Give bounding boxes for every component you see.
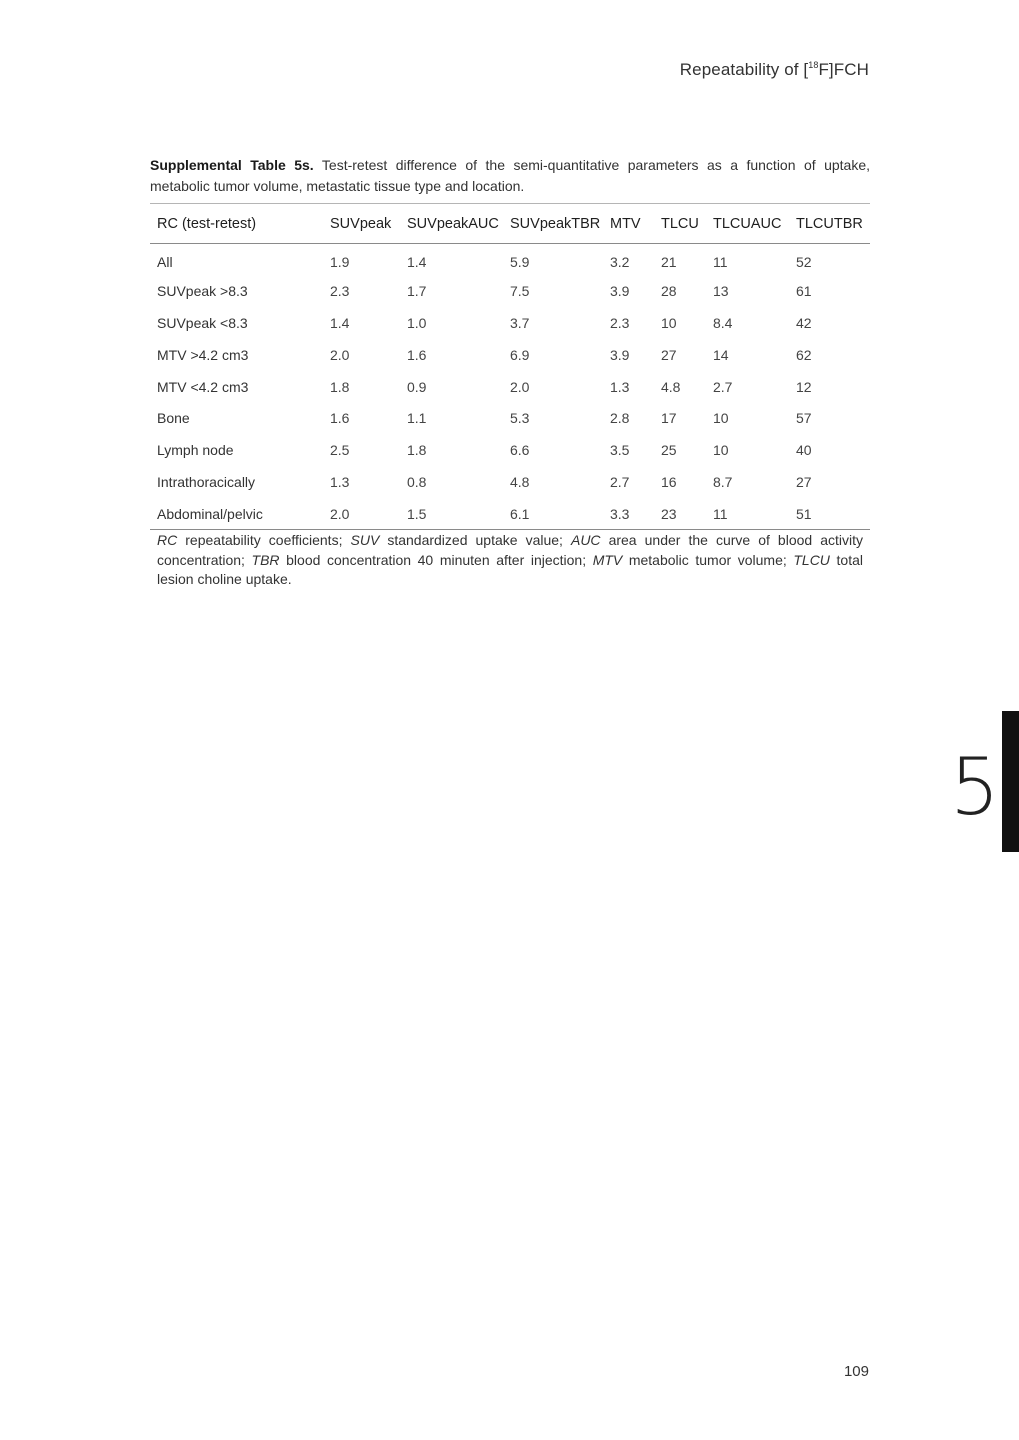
footnote-text: standardized uptake value; [379,532,571,548]
row-label: Abdominal/pelvic [150,498,323,530]
table-row [150,244,870,276]
column-header: RC (test-retest) [150,204,323,244]
running-title-post: F]FCH [818,60,869,79]
table-cell: 6.1 [503,498,603,530]
table-header-row [150,204,870,244]
table-cell: 11 [713,253,728,270]
chapter-tab-marker [1002,711,1019,852]
table-cell: 1.4 [407,253,427,270]
footnote-abbr: RC [157,532,178,548]
table-cell: 10 [713,442,729,459]
table-cell: 51 [789,498,870,530]
table-cell: 2.7 [610,473,630,490]
footnote-text: area under the curve of blood activity concentration; [157,532,863,568]
footnote-abbr: AUC [570,532,601,548]
table-cell: 16 [661,473,677,490]
table-cell: 2.0 [323,498,400,530]
table-caption [150,155,870,197]
table-cell: 11 [706,498,789,530]
table-cell: 2.0 [510,378,530,395]
data-table [150,203,870,530]
table-cell: 1.8 [407,442,427,459]
table-cell: 12 [796,378,812,395]
running-title-superscript: 18 [808,60,819,70]
table-cell: 4.8 [661,378,681,395]
table-cell: 8.7 [713,473,733,490]
table-row [150,402,870,434]
chapter-number: 5 [950,743,1000,833]
table-cell: 1.1 [407,410,427,427]
table-cell: 3.9 [610,346,630,363]
table-cell: 57 [796,410,812,427]
table-row [150,434,870,466]
table-cell: 25 [661,442,677,459]
running-title-pre: Repeatability of [ [679,60,809,79]
row-label: Lymph node [157,442,234,459]
row-label: Bone [157,410,190,427]
table-cell: 5.9 [510,253,530,270]
table-cell: 10 [661,314,677,331]
table-cell: 1.5 [400,498,503,530]
column-header: TLCUTBR [789,204,870,244]
table-cell: 1.6 [407,346,427,363]
table-cell: 6.9 [510,346,530,363]
footnote-text: blood concentration 40 minuten after injection; [279,551,593,568]
table-row [150,307,870,339]
table-cell: 14 [713,346,729,363]
table-cell: 1.4 [330,314,350,331]
row-label: MTV >4.2 cm3 [157,346,249,363]
footnote-text: total lesion choline uptake. [157,551,863,587]
table-row [150,466,870,498]
table-cell: 1.3 [610,378,630,395]
table-cell: 0.8 [407,473,427,490]
table-cell: 28 [661,283,677,300]
table-cell: 27 [796,473,812,490]
table-cell: 1.9 [330,253,350,270]
table-cell: 23 [654,498,706,530]
running-header [680,60,869,80]
row-label: Intrathoracically [157,473,256,490]
table-cell: 1.0 [407,314,427,331]
footnote-text: metabolic tumor volume; [622,551,794,568]
table-cell: 21 [661,253,677,270]
table-cell: 5.3 [510,410,530,427]
column-header: SUVpeakTBR [503,204,603,244]
table-footnote [157,531,863,590]
table-cell: 3.5 [610,442,630,459]
table-cell: 3.9 [610,283,630,300]
footnote-abbr: SUV [350,532,380,548]
table-cell: 61 [796,283,812,300]
table-cell: 2.5 [330,442,350,459]
table-cell: 1.6 [330,410,350,427]
caption-label: Supplemental Table 5s. [150,157,314,173]
column-header: SUVpeakAUC [400,204,503,244]
row-label: SUVpeak <8.3 [157,314,248,331]
table-cell: 3.3 [603,498,654,530]
footnote-abbr: TBR [251,551,280,568]
row-label: All [157,253,173,270]
column-header: SUVpeak [323,204,400,244]
table-cell: 3.7 [510,314,530,331]
table-cell: 1.8 [330,378,350,395]
footnote-text: repeatability coefficients; [177,532,351,548]
table-cell: 2.3 [610,314,630,331]
table-cell: 2.3 [330,283,350,300]
table-cell: 27 [661,346,677,363]
footnote-abbr: MTV [592,551,623,568]
table-cell: 7.5 [510,283,530,300]
table-row [150,339,870,371]
table-cell: 6.6 [510,442,530,459]
table-row [150,371,870,403]
table-cell: 52 [796,253,812,270]
table-cell: 2.7 [713,378,733,395]
page-number: 109 [843,1363,869,1380]
table-cell: 2.0 [330,346,350,363]
table-cell: 0.9 [407,378,427,395]
column-header: TLCU [654,204,706,244]
row-label: SUVpeak >8.3 [157,283,248,300]
table-cell: 1.7 [407,283,427,300]
table-cell: 4.8 [510,473,530,490]
table-cell: 62 [796,346,812,363]
row-label: MTV <4.2 cm3 [157,378,249,395]
table-cell: 13 [713,283,729,300]
table-row [150,275,870,307]
table-cell: 10 [713,410,729,427]
table-cell: 42 [796,314,812,331]
table-cell: 40 [796,442,812,459]
table-cell: 2.8 [610,410,630,427]
column-header: TLCUAUC [706,204,789,244]
table-cell: 1.3 [330,473,350,490]
table-cell: 3.2 [610,253,630,270]
table-row [150,498,870,530]
footnote-abbr: TLCU [793,551,830,568]
column-header: MTV [603,204,654,244]
table-cell: 8.4 [713,314,733,331]
caption-text: Test-retest difference of the semi-quantitative parameters as a function of uptake, metabolic tumor volume, metastatic tissue type and location. [150,157,871,194]
table-cell: 17 [661,410,677,427]
